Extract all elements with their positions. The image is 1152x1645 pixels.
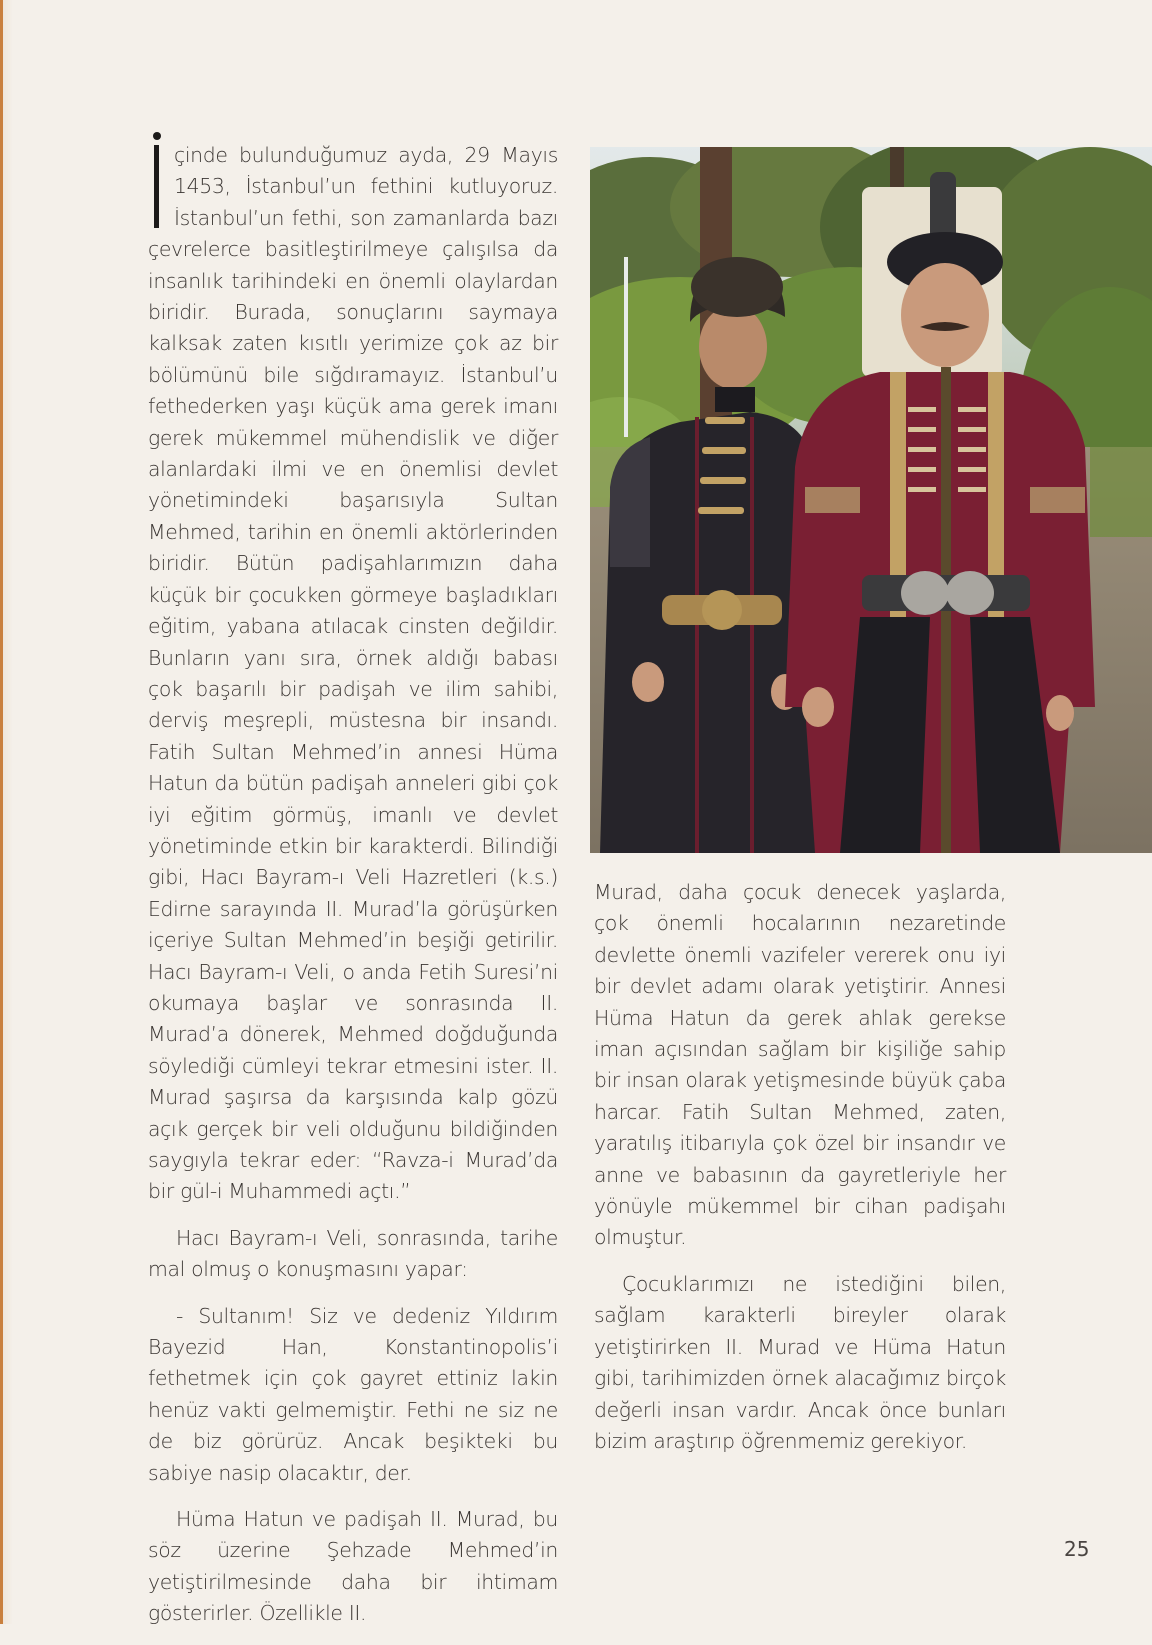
- drop-cap-stem: [154, 145, 159, 228]
- photo-illustration: [590, 147, 1152, 853]
- belt-buckle: [901, 571, 949, 615]
- page-number: 25: [1064, 1537, 1090, 1561]
- paragraph-text: çinde bulunduğumuz ayda, 29 Mayıs 1453, İstanbul’un fethini kutluyoruz. İstanbul’un fethi, son zamanlarda bazı çevrelerce basitleştirilmeye çalışılsa da insanlık tarihindeki en önemli olaylardan biridir. Burada, sonuçlarını saymaya kalksak zaten kısıtlı yerimize çok az bir bölümünü bile sığdıramayız. İstanbul’u fethederken yaşı küçük ama gerek imanı gerek mükemmel mühendislik ve diğer alanlardaki ilmi ve en önemlisi devlet yönetimindeki başarısıyla Sultan Mehmed, tarihin en önemli aktörlerinden biridir. Bütün padişahlarımızın daha küçük bir çocukken görmeye başladıkları eğitim, yabana atılacak cinsten değildir. Bunların yanı sıra, örnek aldığı babası çok başarılı bir padişah ve ilim sahibi, derviş meşrepli, müstesna bir insandı. Fatih Sultan Mehmed’in annesi Hüma Hatun da bütün padişah anneleri gibi çok iyi eğitim görmüş, imanlı ve devlet yönetiminde etkin bir karakterdi. Bilindiği gibi, Hacı Bayram-ı Veli Hazretleri (k.s.) Edirne sarayında II. Murad’la görüşürken içeriye Sultan Mehmed’in beşiği getirilir. Hacı Bayram-ı Veli, o anda Fetih Suresi’ni okumaya başlar ve sonrasında II. Murad’a dönerek, Mehmed doğduğunda söylediği cümleyi tekrar etmesini ister. II. Murad şaşırsa da karşısında kalp gözü açık gerçek bir veli olduğunu bildiğinden saygıyla tekrar eder: “Ravza-i Murad’da bir gül-i Muhammedi açtı.”: [148, 143, 558, 1204]
- gold-trim: [908, 447, 936, 452]
- gold-frog-clasp: [705, 417, 745, 424]
- hand: [802, 687, 834, 727]
- article-left-column: [148, 140, 558, 1645]
- drop-cap: [148, 135, 170, 231]
- drop-cap-dot: [153, 132, 161, 140]
- gold-trim: [908, 427, 936, 432]
- article-right-column: [594, 877, 1006, 1472]
- article-paragraph-1: [148, 140, 558, 1208]
- article-paragraph-2: Hacı Bayram-ı Veli, sonrasında, tarihe mal olmuş o konuşmasını yapar:: [148, 1225, 558, 1282]
- hand: [1046, 695, 1074, 731]
- drop-cap-letter: [148, 135, 149, 136]
- gold-trim: [958, 427, 986, 432]
- page-edge-shadow: [3, 0, 13, 1624]
- gold-frog-clasp: [698, 507, 744, 514]
- article-paragraph-5: Murad, daha çocuk denecek yaşlarda, çok önemli hocalarının nezaretinde devlette önemli vazifeler vererek onu iyi bir devlet adamı olarak yetiştirir. Annesi Hüma Hatun da gerek ahlak gerekse iman açısından sağlam bir kişiliğe sahip bir insan olarak yetişmesinde büyük çaba harcar. Fatih Sultan Mehmed, zaten, yaratılış itibarıyla çok özel bir insandır ve anne ve babasının da gayretleriyle her yönüyle mükemmel bir cihan padişahı olmuştur.: [594, 880, 1006, 1250]
- gold-frog-clasp: [702, 447, 746, 454]
- face: [901, 263, 989, 367]
- gold-trim: [908, 407, 936, 412]
- gold-trim: [958, 487, 986, 492]
- article-paragraph-4: Hüma Hatun ve padişah II. Murad, bu söz üzerine Şehzade Mehmed’in yetiştirilmesinde daha bir ihtimam gösterirler. Özellikle II.: [148, 1507, 558, 1626]
- gold-trim: [908, 467, 936, 472]
- article-photo: [590, 147, 1152, 853]
- gold-trim: [958, 447, 986, 452]
- belt-buckle: [946, 571, 994, 615]
- gold-frog-clasp: [700, 477, 746, 484]
- article-paragraph-3: - Sultanım! Siz ve dedeniz Yıldırım Bayezid Han, Konstantinopolis’i fethetmek için çok gayret ettiniz lakin henüz vakti gelmemiştir. Fethi ne siz ne de biz görürüz. Ancak beşikteki bu sabiye nasip olacaktır, der.: [148, 1303, 558, 1485]
- gold-trim: [958, 407, 986, 412]
- article-paragraph-6: Çocuklarımızı ne istediğini bilen, sağlam karakterli bireyler olarak yetiştirirken II. Murad ve Hüma Hatun gibi, tarihimizden örnek alacağımız birçok değerli insan vardır. Ancak önce bunları bizim araştırıp öğrenmemiz gerekiyor.: [594, 1271, 1006, 1453]
- hand: [632, 662, 664, 702]
- face: [699, 305, 767, 389]
- lamp-post: [624, 257, 628, 437]
- gold-trim: [908, 487, 936, 492]
- gold-trim: [958, 467, 986, 472]
